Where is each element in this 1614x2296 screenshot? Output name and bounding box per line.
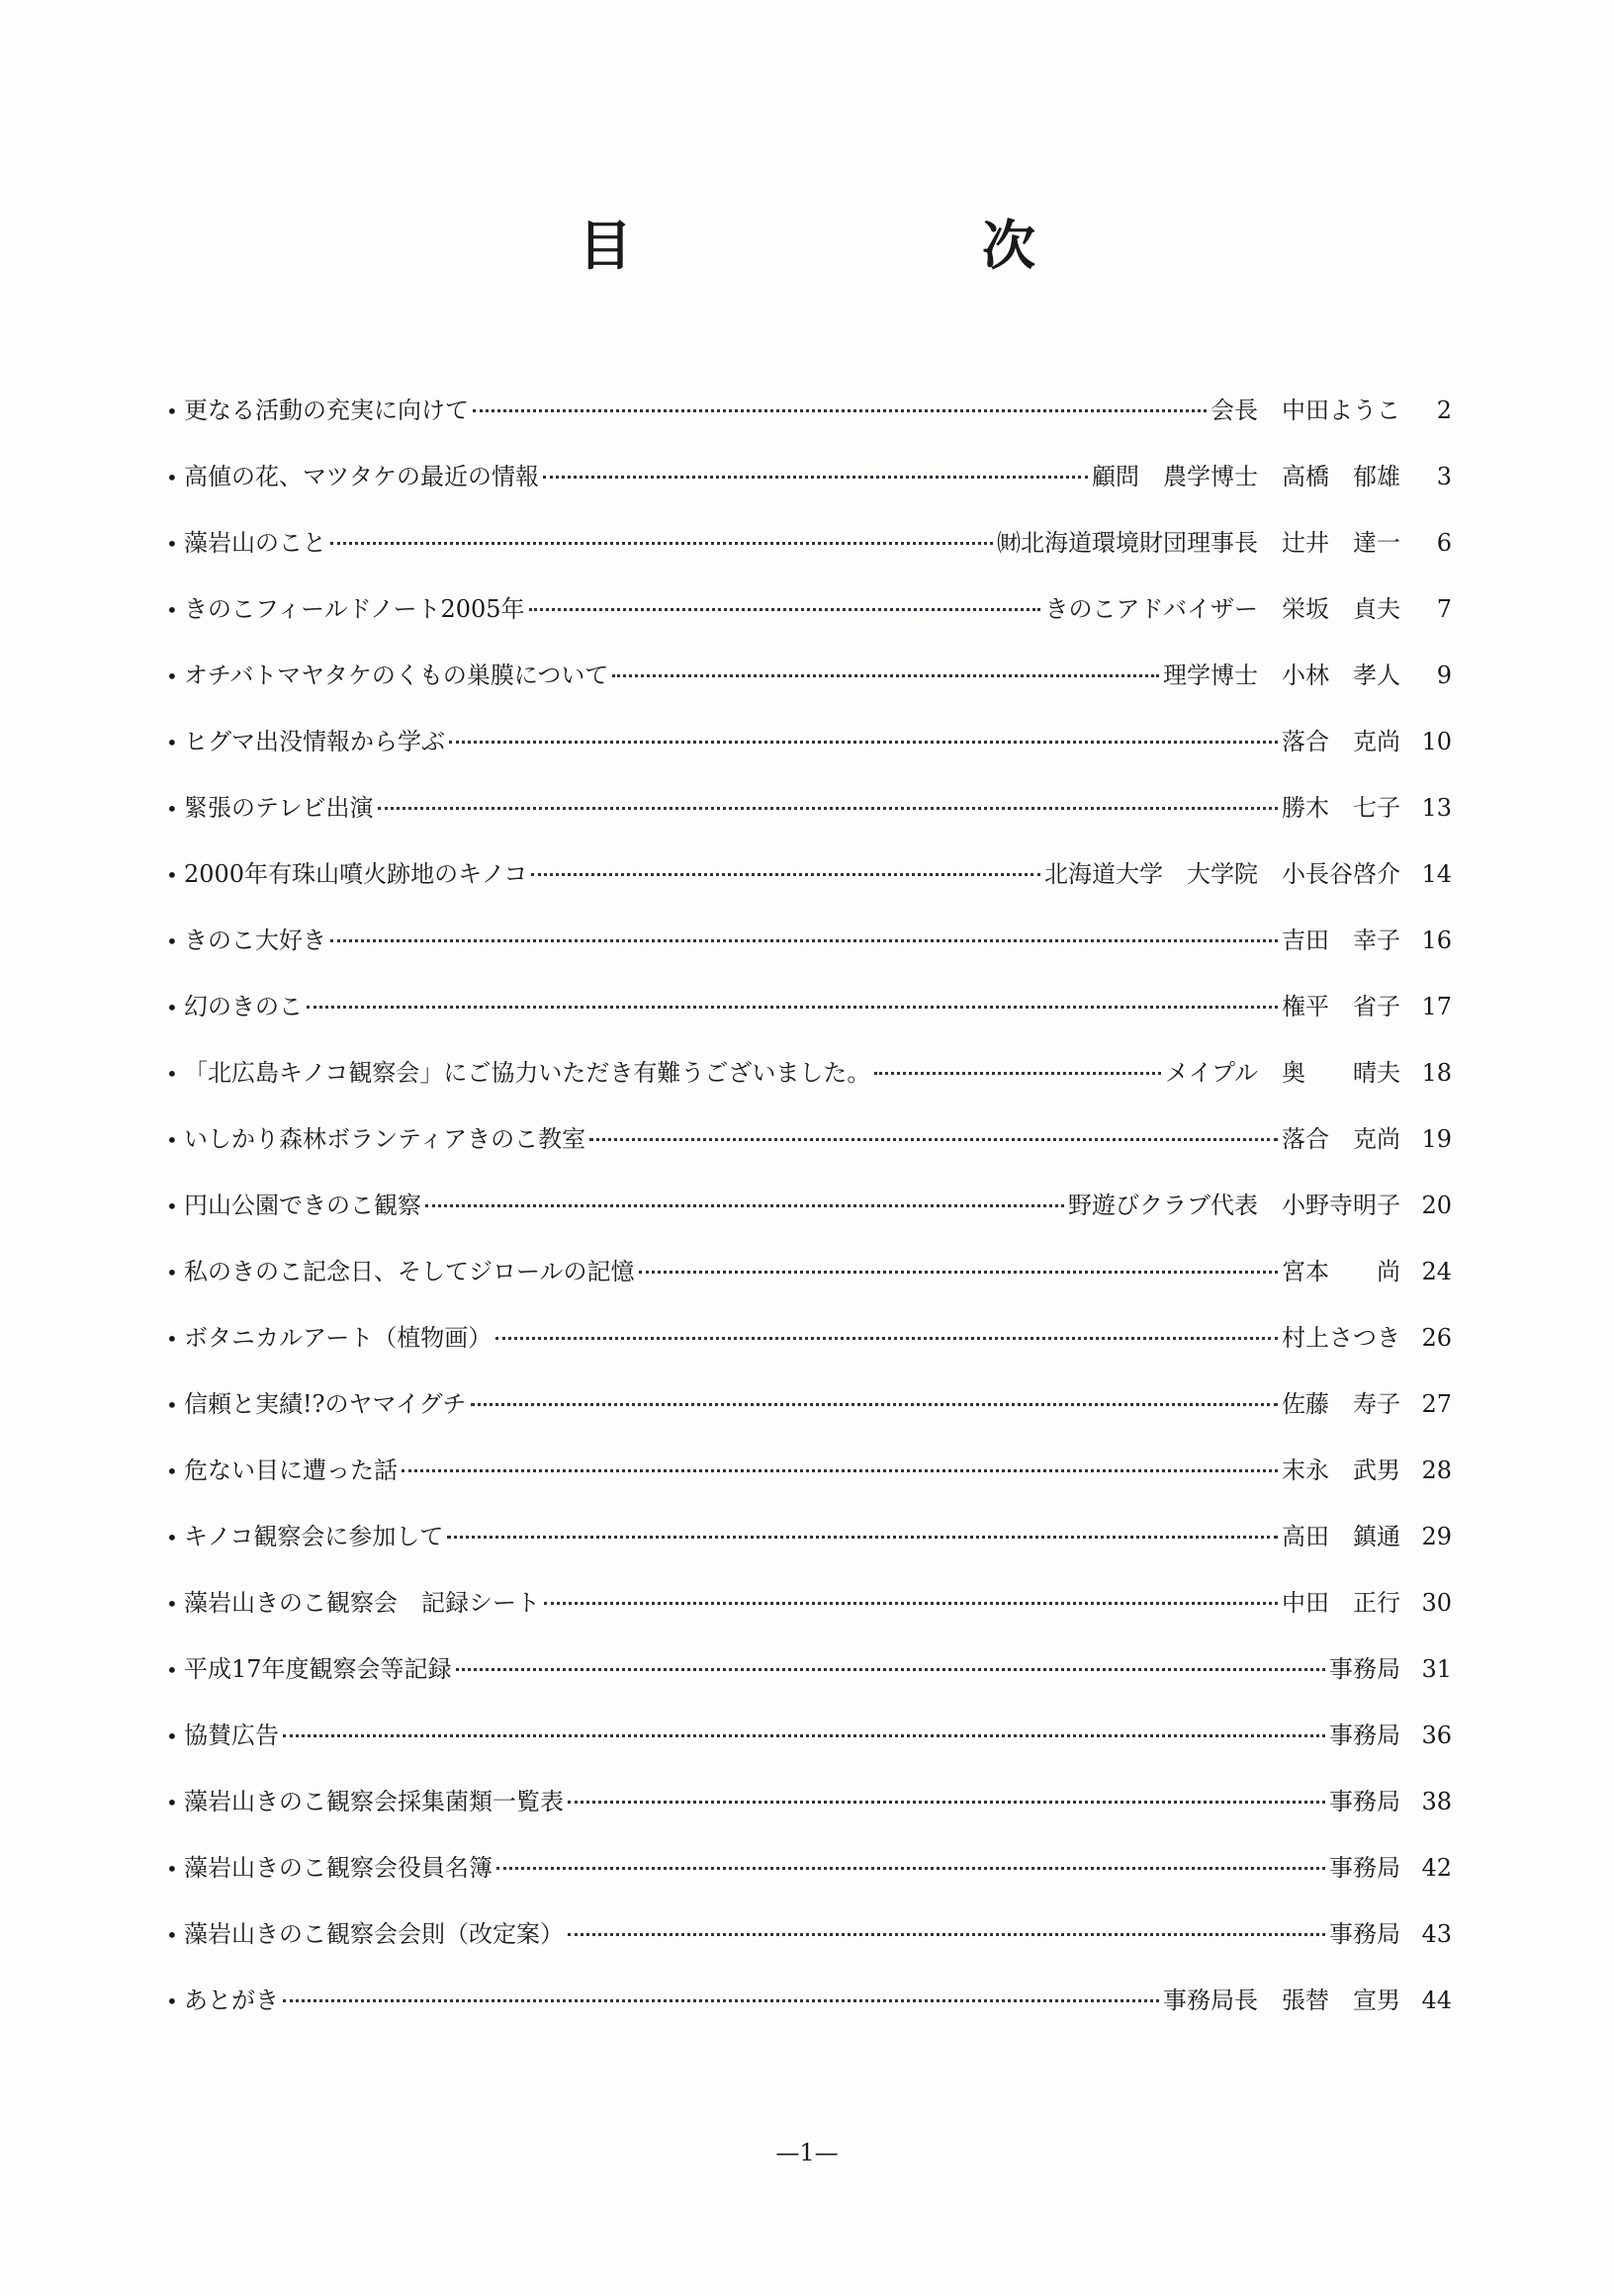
toc-entry [166, 1384, 1452, 1451]
toc-entry-title: 円山公園できのこ観察 [184, 1192, 421, 1219]
toc-bullet: • [166, 731, 178, 754]
toc-entry-author: 事務局長 張替 宣男 [1163, 1987, 1400, 2014]
toc-entry [166, 1782, 1452, 1848]
toc-entry-title: キノコ観察会に参加して [184, 1523, 444, 1550]
toc-entry-page: 29 [1421, 1523, 1452, 1550]
toc-bullet: • [166, 1989, 178, 2013]
toc-entry [166, 1716, 1452, 1782]
toc-entry-title: オチバトマヤタケのくもの巣膜について [184, 662, 609, 689]
toc-entry [166, 1451, 1452, 1517]
toc-entry-page: 19 [1421, 1125, 1452, 1153]
toc-entry-page: 10 [1421, 728, 1452, 755]
toc-entry [166, 1119, 1452, 1186]
toc-entry-page: 20 [1421, 1192, 1452, 1219]
toc-entry [166, 1649, 1452, 1716]
toc-entry-page: 24 [1421, 1258, 1452, 1285]
toc-entry [166, 854, 1452, 921]
dot-leader [568, 1933, 1325, 1936]
toc-bullet: • [166, 664, 178, 688]
toc-entry [166, 656, 1452, 722]
dot-leader [589, 1138, 1278, 1141]
toc-entry [166, 788, 1452, 854]
dot-leader [471, 1403, 1278, 1406]
toc-entry-page: 36 [1421, 1722, 1452, 1749]
toc-entry-author: ㈶北海道環境財団理事長 辻井 達一 [997, 529, 1400, 557]
toc-entry-author: 勝木 七子 [1282, 794, 1400, 822]
toc-entry-title: 2000年有珠山噴火跡地のキノコ [184, 860, 528, 888]
toc-entry-author: 野遊びクラブ代表 小野寺明子 [1068, 1192, 1400, 1219]
dot-leader [425, 1204, 1064, 1207]
toc-entry-page: 13 [1421, 794, 1452, 822]
toc-entry-title: 信頼と実績!?のヤマイグチ [184, 1390, 467, 1418]
toc-entry-page: 26 [1421, 1324, 1452, 1352]
toc-entry-page: 38 [1421, 1788, 1452, 1815]
toc-entry-author: 事務局 [1329, 1854, 1400, 1882]
toc-entry-author: 事務局 [1329, 1722, 1400, 1749]
toc-bullet: • [166, 996, 178, 1019]
toc-entry [166, 523, 1452, 589]
dot-leader [402, 1469, 1278, 1472]
toc-bullet: • [166, 1393, 178, 1417]
toc-entry-title: 藻岩山きのこ観察会役員名簿 [184, 1854, 493, 1882]
toc-entry [166, 1981, 1452, 2047]
toc-bullet: • [166, 1128, 178, 1152]
table-of-contents [166, 391, 1452, 2047]
toc-bullet: • [166, 532, 178, 556]
toc-bullet: • [166, 1459, 178, 1483]
toc-bullet: • [166, 1526, 178, 1549]
dot-leader [568, 1801, 1325, 1804]
toc-entry [166, 1583, 1452, 1649]
toc-entry [166, 987, 1452, 1053]
toc-entry-page: 31 [1421, 1655, 1452, 1683]
toc-entry-page: 14 [1421, 860, 1452, 888]
toc-entry-author: きのこアドバイザー 栄坂 貞夫 [1044, 595, 1400, 623]
dot-leader [544, 1602, 1278, 1605]
toc-entry-title: きのこ大好き [184, 927, 326, 954]
toc-entry [166, 1914, 1452, 1981]
toc-entry [166, 1053, 1452, 1119]
toc-entry-title: 「北広島キノコ観察会」にご協力いただき有難うございました。 [184, 1059, 871, 1087]
dot-leader [283, 1734, 1325, 1737]
dot-leader [639, 1271, 1278, 1274]
toc-bullet: • [166, 929, 178, 953]
toc-entry-page: 27 [1421, 1390, 1452, 1418]
toc-entry-title: あとがき [184, 1987, 279, 2014]
toc-bullet: • [166, 1791, 178, 1814]
toc-entry-author: 佐藤 寿子 [1282, 1390, 1400, 1418]
dot-leader [456, 1668, 1325, 1671]
toc-entry-title: 高値の花、マツタケの最近の情報 [184, 463, 540, 490]
toc-entry-page: 3 [1436, 463, 1452, 490]
toc-bullet: • [166, 598, 178, 622]
dot-leader [447, 1536, 1278, 1539]
toc-entry-author: 中田 正行 [1282, 1589, 1400, 1617]
toc-entry-page: 44 [1421, 1987, 1452, 2014]
dot-leader [531, 873, 1040, 876]
toc-entry-page: 16 [1421, 927, 1452, 954]
toc-bullet: • [166, 1062, 178, 1086]
dot-leader [495, 1337, 1278, 1340]
toc-entry-author: 落合 克尚 [1282, 728, 1400, 755]
toc-bullet: • [166, 1857, 178, 1881]
toc-entry-page: 17 [1421, 993, 1452, 1020]
toc-entry-page: 30 [1421, 1589, 1452, 1617]
dot-leader [543, 476, 1088, 479]
dot-leader [473, 409, 1207, 412]
toc-entry-title: 幻のきのこ [184, 993, 303, 1020]
toc-entry-title: 協賛広告 [184, 1722, 279, 1749]
toc-bullet: • [166, 399, 178, 423]
toc-entry-author: 末永 武男 [1282, 1457, 1400, 1484]
toc-entry-title: いしかり森林ボランティアきのこ教室 [184, 1125, 586, 1153]
toc-entry [166, 722, 1452, 788]
toc-entry-title: 平成17年度観察会等記録 [184, 1655, 452, 1683]
toc-bullet: • [166, 1194, 178, 1218]
toc-entry [166, 921, 1452, 987]
toc-bullet: • [166, 1327, 178, 1351]
dot-leader [283, 1999, 1159, 2002]
toc-entry-title: 藻岩山きのこ観察会会則（改定案） [184, 1920, 564, 1948]
toc-bullet: • [166, 863, 178, 887]
toc-entry-author: 権平 省子 [1282, 993, 1400, 1020]
toc-entry-author: 事務局 [1329, 1655, 1400, 1683]
toc-entry-author: 落合 克尚 [1282, 1125, 1400, 1153]
dot-leader [496, 1867, 1325, 1870]
toc-entry [166, 1186, 1452, 1252]
toc-entry [166, 391, 1452, 457]
toc-entry [166, 1252, 1452, 1318]
page-title: 目 次 [579, 215, 1184, 277]
toc-entry [166, 457, 1452, 523]
toc-entry-author: 北海道大学 大学院 小長谷啓介 [1044, 860, 1400, 888]
toc-bullet: • [166, 797, 178, 821]
toc-entry-title: 更なる活動の充実に向けて [184, 397, 469, 424]
toc-entry-title: 藻岩山のこと [184, 529, 326, 557]
dot-leader [330, 542, 993, 545]
toc-entry-page: 7 [1436, 595, 1452, 623]
toc-entry-page: 6 [1436, 529, 1452, 557]
toc-entry [166, 1848, 1452, 1914]
toc-entry-page: 2 [1436, 397, 1452, 424]
toc-entry-author: 会長 中田ようこ [1210, 397, 1400, 424]
toc-entry-author: 高田 鎮通 [1282, 1523, 1400, 1550]
toc-entry-page: 43 [1421, 1920, 1452, 1948]
toc-entry-author: 事務局 [1329, 1920, 1400, 1948]
toc-entry-author: 宮本 尚 [1282, 1258, 1400, 1285]
toc-entry-author: 村上さつき [1282, 1324, 1400, 1352]
toc-entry-page: 42 [1421, 1854, 1452, 1882]
toc-bullet: • [166, 1658, 178, 1682]
toc-entry-author: 理学博士 小林 孝人 [1163, 662, 1400, 689]
toc-entry-title: 私のきのこ記念日、そしてジロールの記憶 [184, 1258, 635, 1285]
page-number: —1— [775, 2139, 839, 2166]
toc-bullet: • [166, 1592, 178, 1616]
toc-entry-title: 藻岩山きのこ観察会採集菌類一覧表 [184, 1788, 564, 1815]
toc-entry [166, 589, 1452, 656]
toc-entry-author: メイプル 奥 晴夫 [1165, 1059, 1400, 1087]
toc-entry-author: 吉田 幸子 [1282, 927, 1400, 954]
toc-entry-page: 28 [1421, 1457, 1452, 1484]
toc-bullet: • [166, 1724, 178, 1748]
dot-leader [449, 741, 1278, 744]
toc-entry-author: 事務局 [1329, 1788, 1400, 1815]
dot-leader [529, 608, 1041, 611]
toc-bullet: • [166, 1261, 178, 1284]
toc-bullet: • [166, 466, 178, 489]
dot-leader [612, 674, 1159, 677]
toc-entry-page: 18 [1421, 1059, 1452, 1087]
toc-entry-title: ヒグマ出没情報から学ぶ [184, 728, 445, 755]
toc-entry-title: 藻岩山きのこ観察会 記録シート [184, 1589, 540, 1617]
dot-leader [874, 1072, 1161, 1075]
toc-entry-title: ボタニカルアート（植物画） [184, 1324, 493, 1352]
toc-entry-title: きのこフィールドノート2005年 [184, 595, 525, 623]
toc-entry-title: 危ない目に遭った話 [184, 1457, 398, 1484]
toc-entry [166, 1318, 1452, 1384]
toc-bullet: • [166, 1923, 178, 1947]
toc-entry-author: 顧問 農学博士 高橋 郁雄 [1092, 463, 1400, 490]
toc-entry-title: 緊張のテレビ出演 [184, 794, 374, 822]
dot-leader [307, 1006, 1278, 1009]
dot-leader [378, 807, 1278, 810]
dot-leader [330, 939, 1278, 942]
toc-entry [166, 1517, 1452, 1583]
toc-entry-page: 9 [1436, 662, 1452, 689]
